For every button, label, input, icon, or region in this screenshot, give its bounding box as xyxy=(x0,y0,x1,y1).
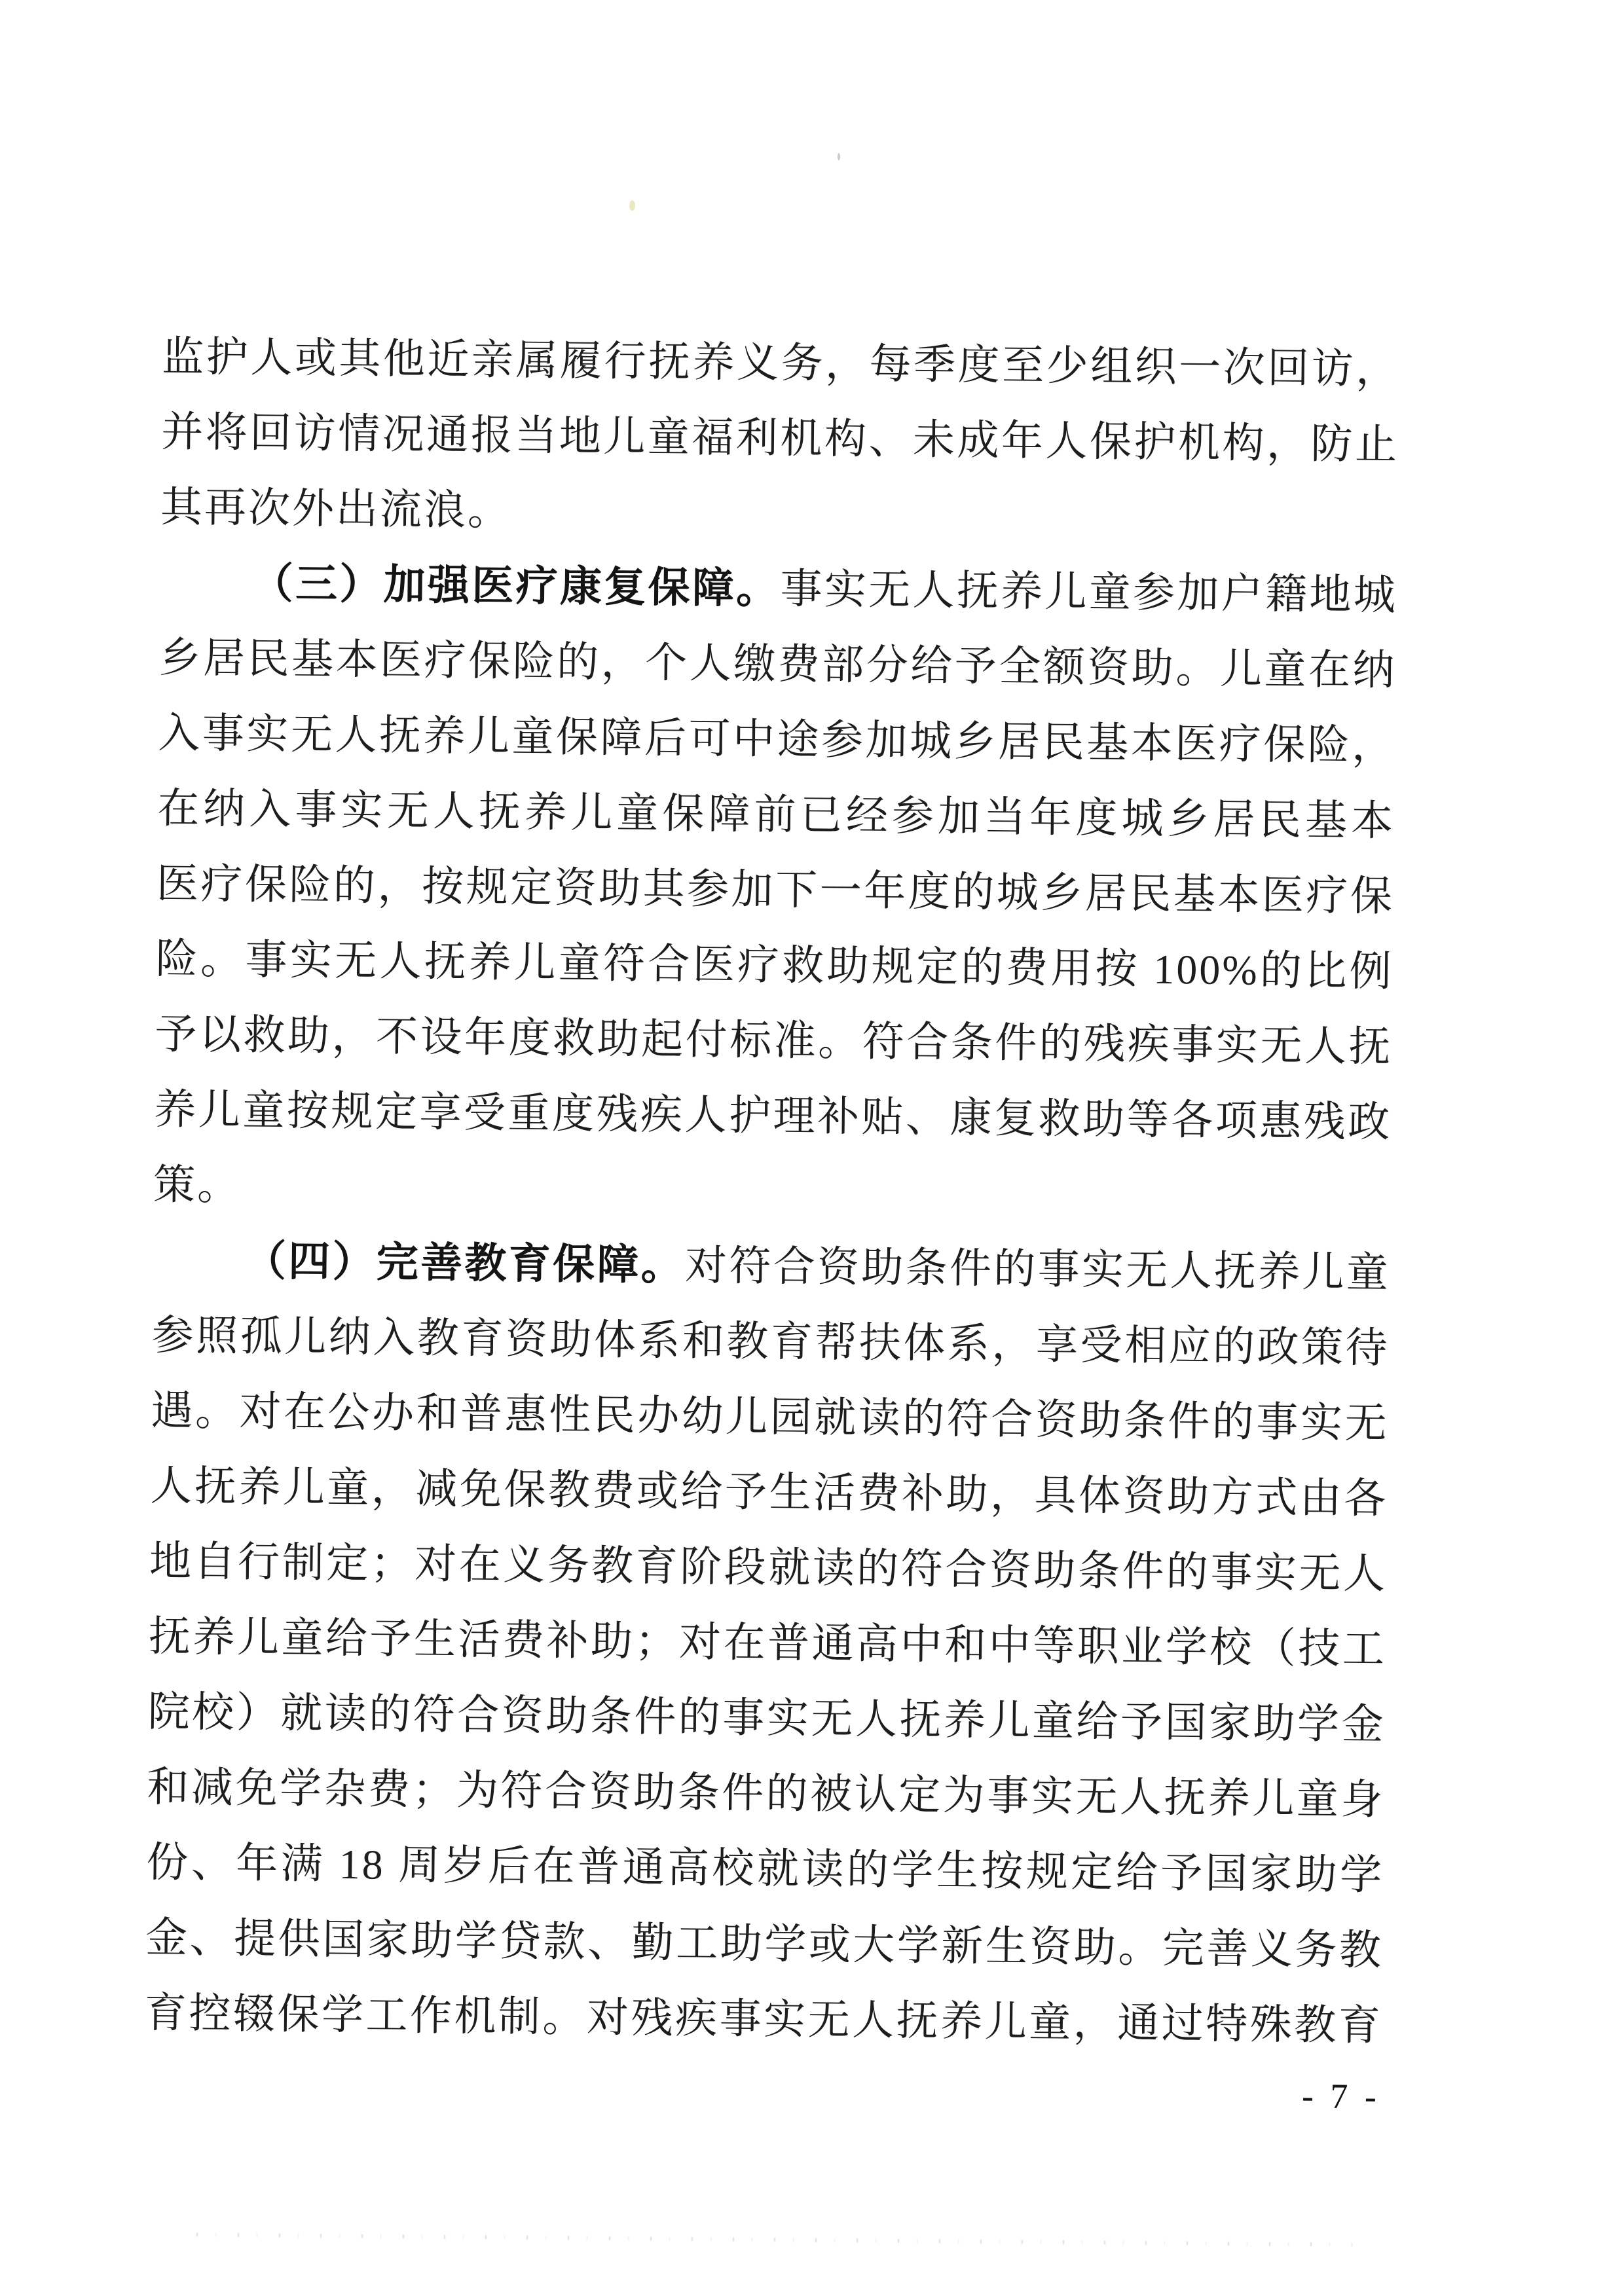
body-text-segment: 和减免学杂费；为符合资助条件的被认定为事实无人抚养儿童身 xyxy=(147,1763,1385,1823)
text-block xyxy=(144,319,1400,2064)
body-text-segment: 险。事实无人抚养儿童符合医疗救助规定的费用按 100%的比例 xyxy=(155,935,1394,995)
text-line xyxy=(152,1222,1390,1311)
body-text-segment: 院校）就读的符合资助条件的事实无人抚养儿童给予国家助学金 xyxy=(147,1688,1386,1748)
body-text-segment: 抚养儿童给予生活费补助；对在普通高中和中等职业学校（技工 xyxy=(148,1613,1387,1673)
text-line xyxy=(158,620,1397,708)
scan-bleed-artifact xyxy=(196,2232,1352,2246)
scan-artifact xyxy=(838,153,840,160)
text-line xyxy=(158,695,1396,784)
text-line xyxy=(145,1900,1384,1988)
section-heading: （四）完善教育保障。 xyxy=(244,1237,686,1289)
body-text-segment: 人抚养儿童，减免保教费或给予生活费补助，具体资助方式由各 xyxy=(149,1462,1388,1522)
text-line xyxy=(153,1147,1392,1235)
text-line xyxy=(156,846,1394,934)
text-line xyxy=(155,921,1393,1010)
text-line xyxy=(148,1599,1386,1687)
body-text-segment: 份、年满 18 周岁后在普通高校就读的学生按规定给予国家助学 xyxy=(145,1838,1384,1899)
body-text-segment: 医疗保险的，按规定资助其参加下一年度的城乡居民基本医疗保 xyxy=(156,860,1395,920)
body-text-segment: 育控辍保学工作机制。对残疾事实无人抚养儿童，通过特殊教育 xyxy=(144,1989,1383,2049)
section-heading: （三）加强医疗康复保障。 xyxy=(251,560,781,612)
text-line xyxy=(157,771,1395,859)
body-text-segment: 参照孤儿纳入教育资助体系和教育帮扶体系，享受相应的政策待 xyxy=(151,1311,1390,1372)
text-line xyxy=(144,1975,1382,2064)
text-line xyxy=(151,1298,1390,1386)
page-number: - 7 - xyxy=(1301,2076,1381,2117)
text-line xyxy=(146,1825,1384,1913)
text-line xyxy=(161,394,1399,483)
text-line xyxy=(149,1523,1388,1612)
text-line xyxy=(162,319,1400,407)
text-line xyxy=(155,996,1393,1085)
text-line xyxy=(160,469,1398,558)
body-text-segment: 对符合资助条件的事实无人抚养儿童 xyxy=(684,1242,1391,1296)
text-line xyxy=(150,1448,1388,1537)
text-line xyxy=(151,1373,1389,1461)
body-text-segment: 养儿童按规定享受重度残疾人护理补贴、康复救助等各项惠残政 xyxy=(153,1085,1392,1146)
body-text-segment: 监护人或其他近亲属履行抚养义务，每季度至少组织一次回访， xyxy=(162,333,1400,393)
body-text-segment: 地自行制定；对在义务教育阶段就读的符合资助条件的事实无人 xyxy=(149,1537,1388,1597)
body-text-segment: 其再次外出流浪。 xyxy=(160,483,512,534)
text-line xyxy=(147,1749,1385,1838)
body-text-segment: 金、提供国家助学贷款、勤工助学或大学新生资助。完善义务教 xyxy=(145,1914,1384,1974)
body-text-segment: 在纳入事实无人抚养儿童保障前已经参加当年度城乡居民基本 xyxy=(157,784,1395,845)
body-text-segment: 予以救助，不设年度救助起付标准。符合条件的残疾事实无人抚 xyxy=(155,1010,1393,1070)
body-text-segment: 策。 xyxy=(153,1161,242,1209)
scan-artifact xyxy=(629,200,635,211)
body-text-segment: 乡居民基本医疗保险的，个人缴费部分给予全额资助。儿童在纳 xyxy=(158,634,1397,694)
text-line xyxy=(159,545,1397,633)
body-text-segment: 事实无人抚养儿童参加户籍地城 xyxy=(780,565,1398,619)
body-text-segment: 并将回访情况通报当地儿童福利机构、未成年人保护机构，防止 xyxy=(160,408,1399,468)
text-line xyxy=(154,1072,1392,1160)
body-text-segment: 入事实无人抚养儿童保障后可中途参加城乡居民基本医疗保险， xyxy=(158,709,1396,769)
body-text-segment: 遇。对在公办和普惠性民办幼儿园就读的符合资助条件的事实无 xyxy=(151,1387,1389,1447)
text-line xyxy=(147,1674,1386,1762)
